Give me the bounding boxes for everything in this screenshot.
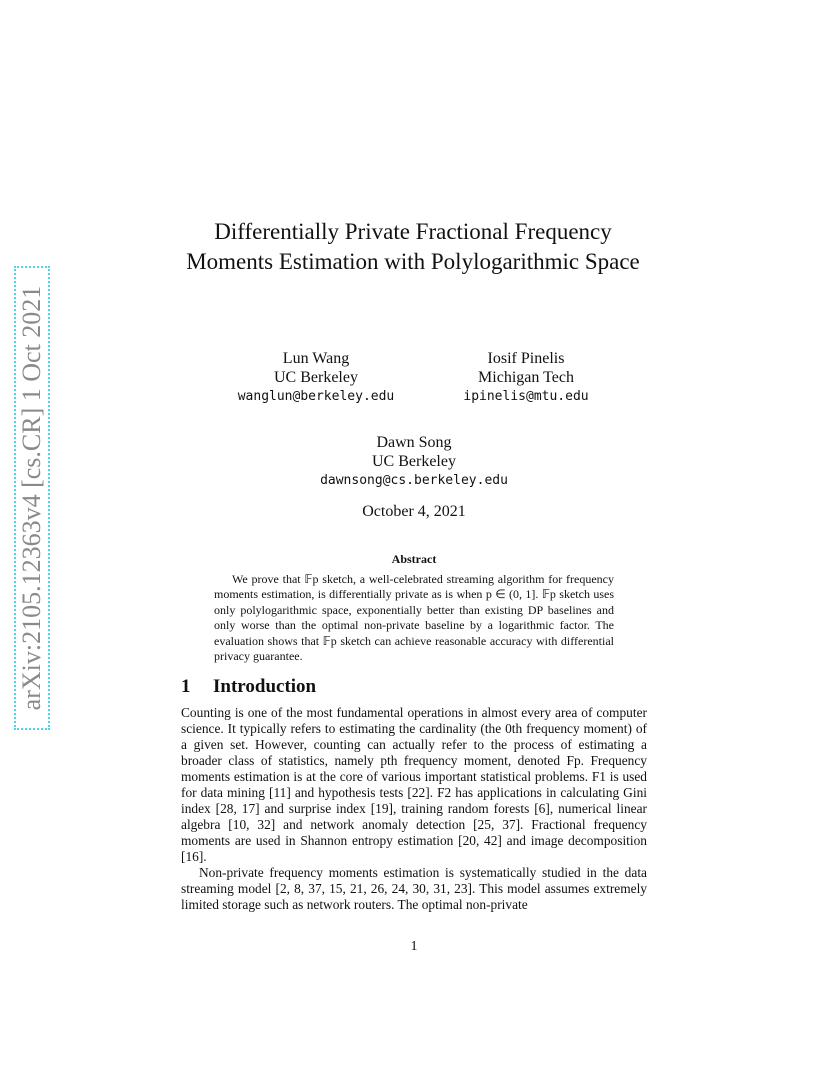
paper-date: October 4, 2021: [362, 503, 466, 520]
author-affiliation: UC Berkeley: [372, 453, 456, 470]
section-heading: [181, 676, 481, 698]
section-number: 1: [181, 676, 191, 697]
paragraph: Non-private frequency moments estimation is systematically studied in the data streaming model [2, 8, 37, 15, 21, 26, 24, 30, 31, 23]. This model assumes extremely limited storage such as network routers. The optimal non-private: [181, 865, 647, 912]
section-title: Introduction: [213, 676, 317, 697]
author-email: dawnsong@cs.berkeley.edu: [320, 473, 508, 488]
author-block: [218, 349, 414, 406]
paragraph: Counting is one of the most fundamental operations in almost every area of computer science. It typically refers to estimating the cardinality (the 0th frequency moment) of a given set. However, counting can actually refer to the process of estimating a broader class of statistics, namely pth frequency moment, denoted Fp. Frequency moments estimation is at the core of various important statistical problems. F1 is used for data mining [11] and hypothesis tests [22]. F2 has applications in calculating Gini index [28, 17] and surprise index [19], training random forests [6], numerical linear algebra [10, 32] and network anomaly detection [25, 37]. Fractional frequency moments are used in Shannon entropy estimation [20, 42] and image decomposition [16].: [181, 705, 647, 864]
arxiv-id: arXiv:2105.12363v4 [cs.CR] 1 Oct 2021: [17, 285, 46, 711]
paper-title: Differentially Private Fractional Frequency Moments Estimation with Polylogarithmic Space: [186, 219, 640, 274]
author-name: Iosif Pinelis: [487, 350, 565, 367]
author-name: Lun Wang: [282, 350, 350, 367]
author-block: [426, 349, 626, 406]
author-block: [300, 433, 528, 490]
author-name: Dawn Song: [376, 434, 452, 451]
section-body: [181, 705, 647, 913]
author-affiliation: Michigan Tech: [478, 369, 574, 386]
author-affiliation: UC Berkeley: [274, 369, 358, 386]
abstract-text: We prove that 𝔽p sketch, a well-celebrated streaming algorithm for frequency moments estimation, is differentially private as is when p ∈ (0, 1]. 𝔽p sketch uses only polylogarithmic space, exponentially better than existing DP baselines and only worse than the optimal non-private baseline by a logarithmic factor. The evaluation shows that 𝔽p sketch can achieve reasonable accuracy with differential privacy guarantee.: [214, 572, 614, 664]
author-email: wanglun@berkeley.edu: [237, 389, 395, 404]
author-email: ipinelis@mtu.edu: [463, 389, 589, 404]
page-number: 1: [410, 939, 418, 954]
abstract-heading: Abstract: [391, 552, 437, 566]
arxiv-stamp: [14, 266, 50, 730]
